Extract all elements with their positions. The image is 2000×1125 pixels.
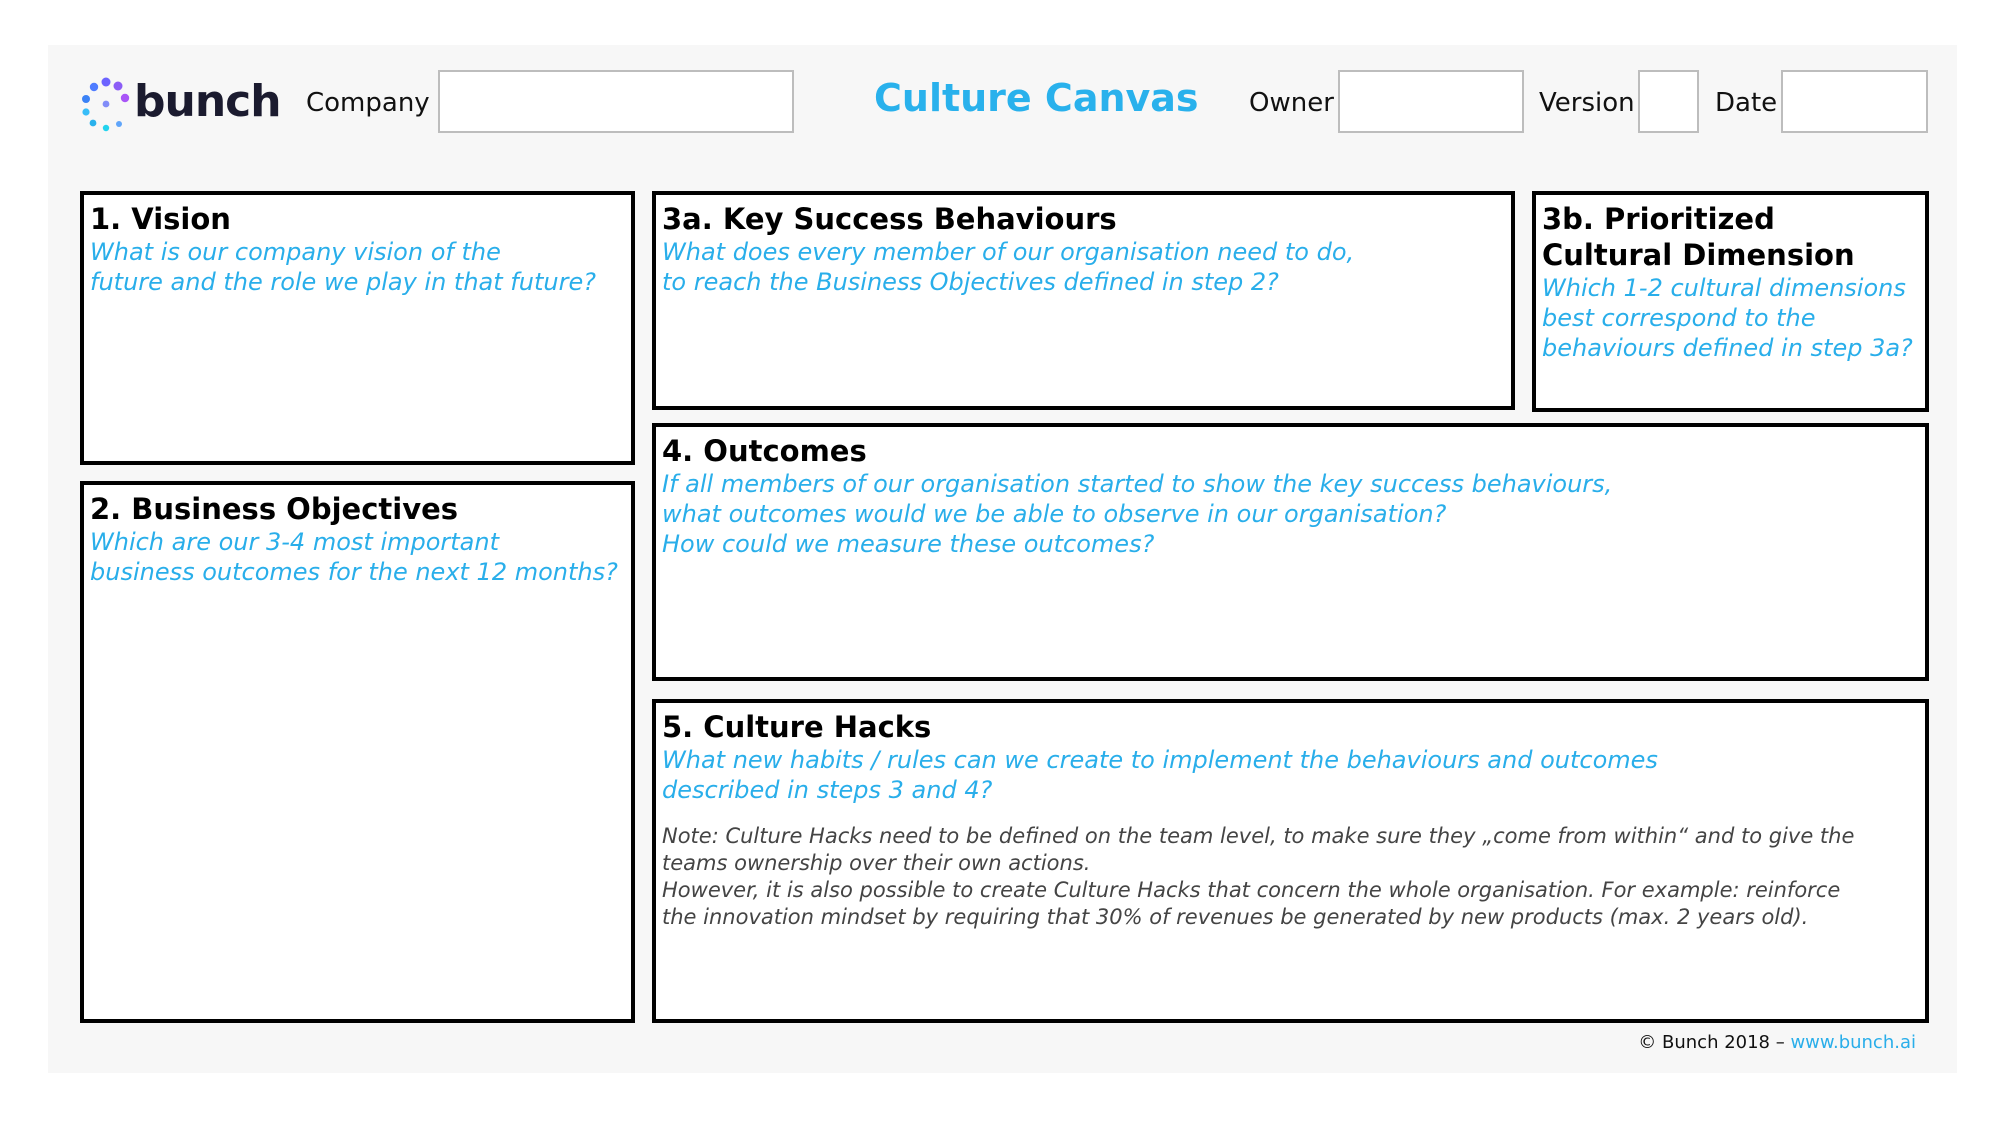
dimension-question-line-1: Which 1-2 cultural dimensions bbox=[1542, 274, 1906, 302]
dimension-heading-line-2: Cultural Dimension bbox=[1542, 238, 1855, 272]
objectives-question-line-1: Which are our 3-4 most important bbox=[90, 528, 500, 556]
bunch-logo-icon bbox=[76, 76, 136, 132]
hacks-note-line-4: the innovation mindset by requiring that 30% of revenues be generated by new products (max. 2 years old). bbox=[662, 905, 1809, 929]
hacks-question-line-2: described in steps 3 and 4? bbox=[662, 776, 993, 804]
hacks-question-line-1: What new habits / rules can we create to implement the behaviours and outcomes bbox=[662, 746, 1658, 774]
dimension-question-line-2: best correspond to the bbox=[1542, 304, 1816, 332]
vision-box[interactable] bbox=[80, 191, 635, 465]
version-input[interactable] bbox=[1638, 70, 1699, 133]
company-label: Company bbox=[306, 88, 430, 118]
dimension-heading-line-1: 3b. Prioritized bbox=[1542, 202, 1775, 236]
behaviours-question-line-1: What does every member of our organisation need to do, bbox=[662, 238, 1355, 266]
outcomes-heading: 4. Outcomes bbox=[662, 434, 867, 468]
behaviours-question-line-2: to reach the Business Objectives defined in step 2? bbox=[662, 268, 1279, 296]
behaviours-heading: 3a. Key Success Behaviours bbox=[662, 202, 1117, 236]
version-label: Version bbox=[1539, 88, 1635, 118]
company-input[interactable] bbox=[438, 70, 794, 133]
outcomes-question-line-3: How could we measure these outcomes? bbox=[662, 530, 1155, 558]
footer-copyright: © Bunch 2018 – bbox=[1638, 1032, 1791, 1053]
outcomes-question-line-1: If all members of our organisation started to show the key success behaviours, bbox=[662, 470, 1613, 498]
culture-hacks-box[interactable] bbox=[652, 699, 1929, 1023]
cultural-dimension-box[interactable] bbox=[1532, 191, 1929, 412]
hacks-note-line-2: teams ownership over their own actions. bbox=[662, 851, 1091, 875]
vision-question-line-1: What is our company vision of the bbox=[90, 238, 501, 266]
brand-name: bunch bbox=[134, 76, 281, 127]
dimension-question-line-3: behaviours defined in step 3a? bbox=[1542, 334, 1913, 362]
business-objectives-box[interactable] bbox=[80, 481, 635, 1023]
hacks-note-line-3: However, it is also possible to create Culture Hacks that concern the whole organisation. For example: reinforce bbox=[662, 878, 1841, 902]
outcomes-question-line-2: what outcomes would we be able to observe in our organisation? bbox=[662, 500, 1447, 528]
date-label: Date bbox=[1715, 88, 1778, 118]
page-title: Culture Canvas bbox=[874, 76, 1199, 120]
outcomes-box[interactable] bbox=[652, 423, 1929, 681]
objectives-heading: 2. Business Objectives bbox=[90, 492, 459, 526]
owner-input[interactable] bbox=[1338, 70, 1524, 133]
date-input[interactable] bbox=[1781, 70, 1928, 133]
vision-heading: 1. Vision bbox=[90, 202, 231, 236]
objectives-question-line-2: business outcomes for the next 12 months? bbox=[90, 558, 618, 586]
hacks-heading: 5. Culture Hacks bbox=[662, 710, 932, 744]
hacks-note-line-1: Note: Culture Hacks need to be defined on the team level, to make sure they „come from within“ and to give the bbox=[662, 824, 1855, 848]
vision-question-line-2: future and the role we play in that future? bbox=[90, 268, 596, 296]
footer-link[interactable]: www.bunch.ai bbox=[1790, 1032, 1916, 1053]
owner-label: Owner bbox=[1249, 88, 1334, 118]
key-success-behaviours-box[interactable] bbox=[652, 191, 1515, 410]
footer bbox=[1638, 1032, 1916, 1053]
